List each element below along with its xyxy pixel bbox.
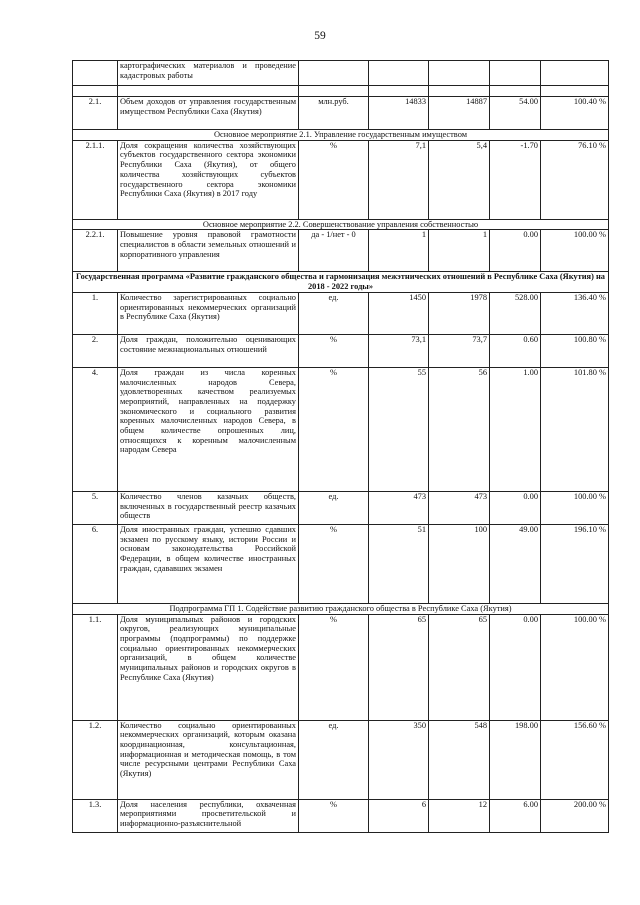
table-row [73, 140, 609, 219]
unit-of-measure: % [299, 614, 369, 720]
deviation: 198.00 [490, 720, 541, 799]
indicator-name: Количество членов казачьих обществ, включенных в государственный реестр казачьих обществ [118, 491, 299, 524]
row-number: 1. [73, 292, 118, 334]
completion-percent: 100.80 % [541, 334, 609, 367]
empty-cell [369, 86, 429, 97]
completion-percent: 200.00 % [541, 799, 609, 832]
indicator-name: Доля муниципальных районов и городских округов, реализующих муниципальные программы (подпрограммы) по поддержке социально ориентированных некоммерческих организаций, в общем количестве муниципальных районов и городских округов в Республике Саха (Якутия) [118, 614, 299, 720]
row-number: 2.2.1. [73, 230, 118, 272]
row-number: 6. [73, 524, 118, 603]
table-row [73, 97, 609, 130]
completion-percent: 101.80 % [541, 367, 609, 491]
indicator-name: Доля населения республики, охваченная мероприятиями просветительской и информационно-разъяснительной [118, 799, 299, 832]
completion-percent: 100.00 % [541, 230, 609, 272]
value-actual: 73,7 [429, 334, 490, 367]
indicator-name: Количество социально ориентированных некоммерческих организаций, которым оказана координационная, консультационная, информационная и методическая помощь, в том числе ресурсными центрами Республики Саха (Якутия) [118, 720, 299, 799]
value-actual: 14887 [429, 97, 490, 130]
value-planned: 7,1 [369, 140, 429, 219]
value-actual: 1978 [429, 292, 490, 334]
deviation: 528.00 [490, 292, 541, 334]
indicator-name: Доля сокращения количества хозяйствующих субъектов государственного сектора экономики Республики Саха (Якутия), от общего количества хозяйствующих субъектов государственного сектора экономики Республики Саха (Якутия) в 2017 году [118, 140, 299, 219]
program-heading-row [73, 272, 609, 292]
value-actual: 548 [429, 720, 490, 799]
section-heading-row [73, 130, 609, 141]
value-actual: 65 [429, 614, 490, 720]
row-number: 4. [73, 367, 118, 491]
value-actual: 473 [429, 491, 490, 524]
empty-cell [299, 86, 369, 97]
completion-percent: 100.40 % [541, 97, 609, 130]
unit-of-measure: % [299, 524, 369, 603]
deviation [490, 61, 541, 86]
unit-of-measure: ед. [299, 491, 369, 524]
empty-cell [73, 86, 118, 97]
unit-of-measure: % [299, 140, 369, 219]
indicator-name: Объем доходов от управления государственным имуществом Республики Саха (Якутия) [118, 97, 299, 130]
table-row [73, 367, 609, 491]
unit-of-measure: % [299, 334, 369, 367]
section-heading: Основное мероприятие 2.1. Управление государственным имуществом [73, 130, 609, 141]
value-planned: 350 [369, 720, 429, 799]
value-actual: 12 [429, 799, 490, 832]
table-row [73, 334, 609, 367]
unit-of-measure: да - 1/нет - 0 [299, 230, 369, 272]
table-row [73, 61, 609, 86]
table-row [73, 292, 609, 334]
empty-cell [541, 86, 609, 97]
page-number: 59 [314, 30, 326, 42]
value-planned: 73,1 [369, 334, 429, 367]
row-number: 2. [73, 334, 118, 367]
unit-of-measure: % [299, 367, 369, 491]
value-planned: 473 [369, 491, 429, 524]
completion-percent: 196.10 % [541, 524, 609, 603]
value-planned: 6 [369, 799, 429, 832]
section-heading-row [73, 219, 609, 230]
deviation: 0.60 [490, 334, 541, 367]
completion-percent: 136.40 % [541, 292, 609, 334]
value-planned [369, 61, 429, 86]
deviation: 0.00 [490, 491, 541, 524]
empty-cell [118, 86, 299, 97]
table-row [73, 230, 609, 272]
table-row [73, 614, 609, 720]
row-number: 2.1.1. [73, 140, 118, 219]
value-planned: 14833 [369, 97, 429, 130]
unit-of-measure [299, 61, 369, 86]
value-planned: 1 [369, 230, 429, 272]
section-heading-row [73, 603, 609, 614]
indicator-name: Доля иностранных граждан, успешно сдавших экзамен по русскому языку, истории России и основам законодательства Российской Федерации, в общем количестве иностранных граждан, сдававших экзамен [118, 524, 299, 603]
unit-of-measure: ед. [299, 720, 369, 799]
indicator-name: Доля граждан из числа коренных малочисленных народов Севера, удовлетворенных качеством реализуемых мероприятий, направленных на поддержку экономического и социального развития коренных малочисленных народов Севера, в общем количестве опрошенных лиц, относящихся к коренным малочисленным народам Севера [118, 367, 299, 491]
row-number: 5. [73, 491, 118, 524]
indicator-name: Количество зарегистрированных социально ориентированных некоммерческих организаций в Республике Саха (Якутия) [118, 292, 299, 334]
table-row [73, 491, 609, 524]
row-number: 1.1. [73, 614, 118, 720]
row-number: 2.1. [73, 97, 118, 130]
row-number [73, 61, 118, 86]
section-heading: Основное мероприятие 2.2. Совершенствование управления собственностью [73, 219, 609, 230]
value-actual: 5,4 [429, 140, 490, 219]
indicator-name: Повышение уровня правовой грамотности специалистов в области земельных отношений и корпоративного управления [118, 230, 299, 272]
value-actual: 1 [429, 230, 490, 272]
deviation: 0.00 [490, 614, 541, 720]
completion-percent: 100.00 % [541, 491, 609, 524]
value-actual [429, 61, 490, 86]
deviation: 0.00 [490, 230, 541, 272]
indicator-name: картографических материалов и проведение кадастровых работы [118, 61, 299, 86]
completion-percent: 100.00 % [541, 614, 609, 720]
completion-percent: 76.10 % [541, 140, 609, 219]
completion-percent [541, 61, 609, 86]
section-heading: Подпрограмма ГП 1. Содействие развитию гражданского общества в Республике Саха (Якутия) [73, 603, 609, 614]
indicator-name: Доля граждан, положительно оценивающих состояние межнациональных отношений [118, 334, 299, 367]
value-planned: 65 [369, 614, 429, 720]
table-row [73, 720, 609, 799]
value-actual: 100 [429, 524, 490, 603]
program-title: Государственная программа «Развитие гражданского общества и гармонизация межэтнических отношений в Республике Саха (Якутия) на 2018 - 2022 годы» [73, 272, 609, 292]
deviation: 54.00 [490, 97, 541, 130]
completion-percent: 156.60 % [541, 720, 609, 799]
table-row [73, 799, 609, 832]
empty-cell [490, 86, 541, 97]
table-row [73, 524, 609, 603]
deviation: 6.00 [490, 799, 541, 832]
value-actual: 56 [429, 367, 490, 491]
spacer-row [73, 86, 609, 97]
row-number: 1.3. [73, 799, 118, 832]
value-planned: 1450 [369, 292, 429, 334]
value-planned: 55 [369, 367, 429, 491]
empty-cell [429, 86, 490, 97]
deviation: 49.00 [490, 524, 541, 603]
unit-of-measure: ед. [299, 292, 369, 334]
deviation: 1.00 [490, 367, 541, 491]
indicators-table [72, 60, 609, 833]
unit-of-measure: млн.руб. [299, 97, 369, 130]
value-planned: 51 [369, 524, 429, 603]
unit-of-measure: % [299, 799, 369, 832]
deviation: -1.70 [490, 140, 541, 219]
row-number: 1.2. [73, 720, 118, 799]
